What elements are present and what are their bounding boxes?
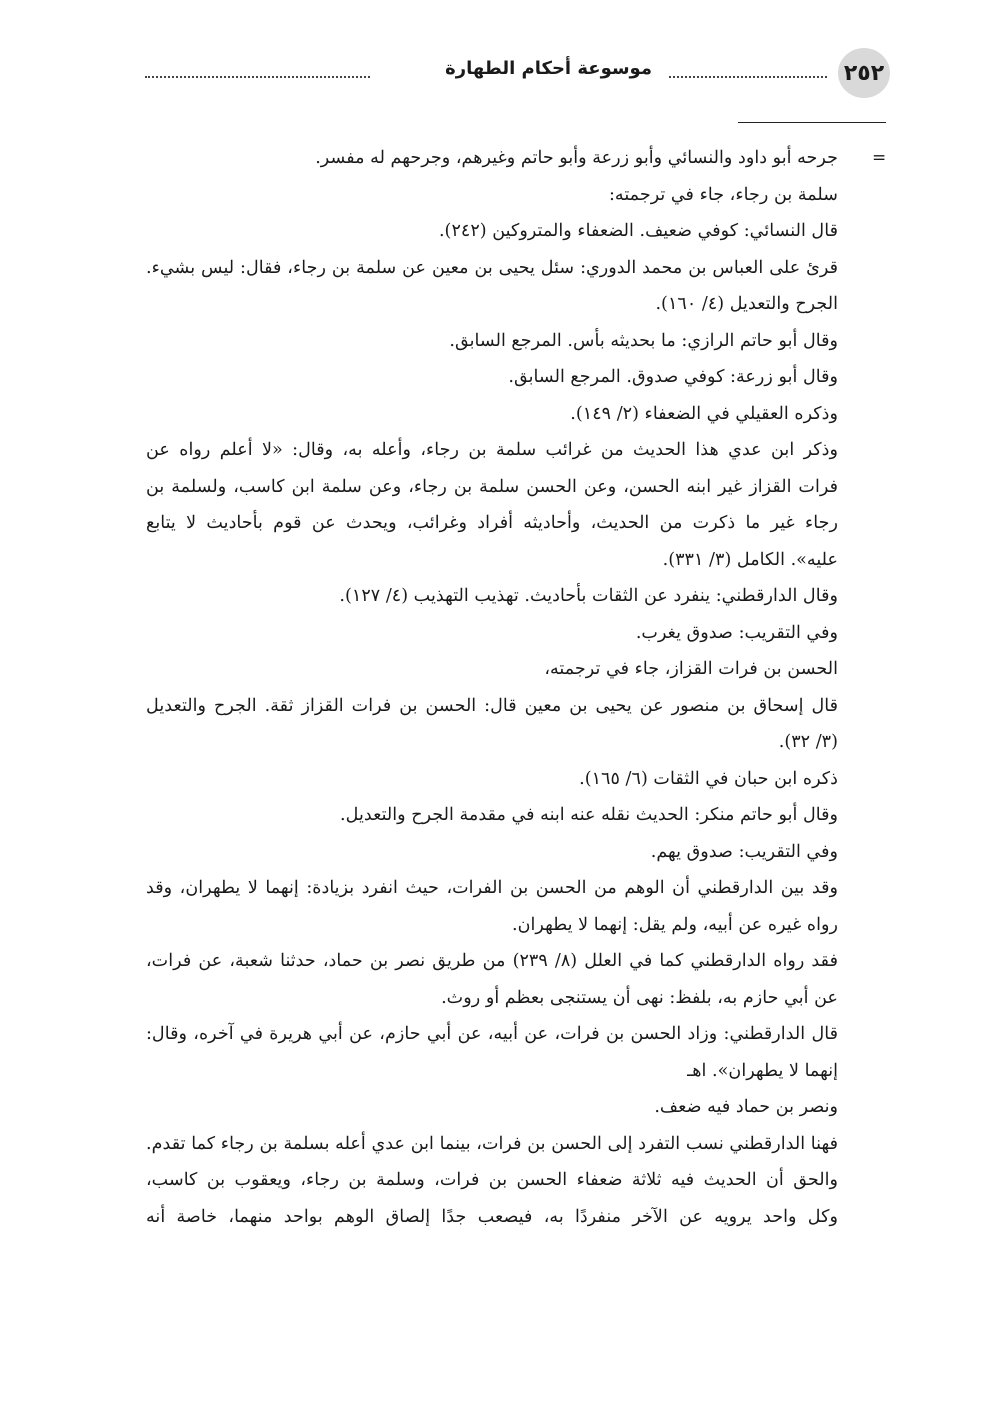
text-line: قال إسحاق بن منصور عن يحيى بن معين قال: الحسن بن فرات القزاز ثقة. الجرح والتعديل [146, 695, 838, 716]
text-line: سلمة بن رجاء، جاء في ترجمته: [608, 184, 838, 205]
page-number-badge: ٢٥٢ [838, 48, 890, 98]
footnote-body [146, 140, 838, 1235]
text-line: وفي التقريب: صدوق يهم. [650, 841, 838, 862]
text-line: قال الدارقطني: وزاد الحسن بن فرات، عن أبيه، عن أبي حازم، عن أبي هريرة في آخره، وقال: [146, 1024, 838, 1044]
header-dotted-rule-right [669, 76, 827, 78]
text-line: وذكر ابن عدي هذا الحديث من غرائب سلمة بن رجاء، وأعله به، وقال: «لا أعلم رواه عن [146, 440, 838, 460]
text-line: قرئ على العباس بن محمد الدوري: سئل يحيى بن معين عن سلمة بن رجاء، فقال: ليس بشيء. [146, 257, 838, 278]
text-line: إنهما لا يطهران». اهـ [687, 1060, 838, 1081]
text-line: الحسن بن فرات القزاز، جاء في ترجمته، [544, 659, 838, 679]
text-line: رواه غيره عن أبيه، ولم يقل: إنهما لا يطهران. [512, 914, 838, 935]
running-title: موسوعة أحكام الطهارة [445, 58, 652, 79]
text-line: فقد رواه الدارقطني كما في العلل (٨/ ٢٣٩) من طريق نصر بن حماد، حدثنا شعبة، عن فرات، [146, 951, 838, 971]
text-line: وقال أبو زرعة: كوفي صدوق. المرجع السابق. [508, 367, 838, 387]
text-line: وفي التقريب: صدوق يغرب. [635, 622, 838, 643]
text-line: ونصر بن حماد فيه ضعف. [654, 1097, 838, 1117]
text-line: رجاء غير ما ذكرت من الحديث، وأحاديثه أفراد وغرائب، ويحدث عن قوم بأحاديث لا يتابع [146, 513, 838, 533]
header-dotted-rule-left [145, 76, 370, 78]
text-line: وكل واحد يرويه عن الآخر منفردًا به، فيصعب جدًا إلصاق الوهم بواحد منهما، خاصة أنه [146, 1206, 838, 1227]
footnote-separator-rule [738, 122, 886, 123]
text-line: وقال أبو حاتم منكر: الحديث نقله عنه ابنه في مقدمة الجرح والتعديل. [340, 805, 838, 825]
text-line: فرات القزاز غير ابنه الحسن، وعن الحسن سلمة بن رجاء، وعن سلمة ابن كاسب، ولسلمة بن [146, 476, 838, 497]
text-line: قال النسائي: كوفي ضعيف. الضعفاء والمتروكين (٢٤٢). [438, 221, 838, 241]
footnote-continuation-mark: = [872, 148, 887, 168]
text-line: وقال الدارقطني: ينفرد عن الثقات بأحاديث. تهذيب التهذيب (٤/ ١٢٧). [339, 586, 838, 606]
text-line: فهنا الدارقطني نسب التفرد إلى الحسن بن فرات، بينما ابن عدي أعله بسلمة بن رجاء كما تقدم. [146, 1133, 838, 1154]
text-line: وذكره العقيلي في الضعفاء (٢/ ١٤٩). [570, 403, 838, 424]
text-line: (٣/ ٣٢). [778, 732, 838, 752]
text-line: عن أبي حازم به، بلفظ: نهى أن يستنجى بعظم أو روث. [441, 987, 838, 1008]
text-line: وقال أبو حاتم الرازي: ما بحديثه بأس. المرجع السابق. [449, 330, 838, 351]
text-line: الجرح والتعديل (٤/ ١٦٠). [655, 294, 838, 314]
text-line: جرحه أبو داود والنسائي وأبو زرعة وأبو حاتم وغيرهم، وجرحهم له مفسر. [315, 148, 838, 168]
page-header [145, 46, 890, 102]
text-line: ذكره ابن حبان في الثقات (٦/ ١٦٥). [579, 768, 838, 789]
text-line: وقد بين الدارقطني أن الوهم من الحسن بن الفرات، حيث انفرد بزيادة: إنهما لا يطهران، وقد [146, 878, 838, 898]
text-line: والحق أن الحديث فيه ثلاثة ضعفاء الحسن بن فرات، وسلمة بن رجاء، ويعقوب بن كاسب، [146, 1170, 838, 1190]
text-line: عليه». الكامل (٣/ ٣٣١). [662, 549, 838, 570]
